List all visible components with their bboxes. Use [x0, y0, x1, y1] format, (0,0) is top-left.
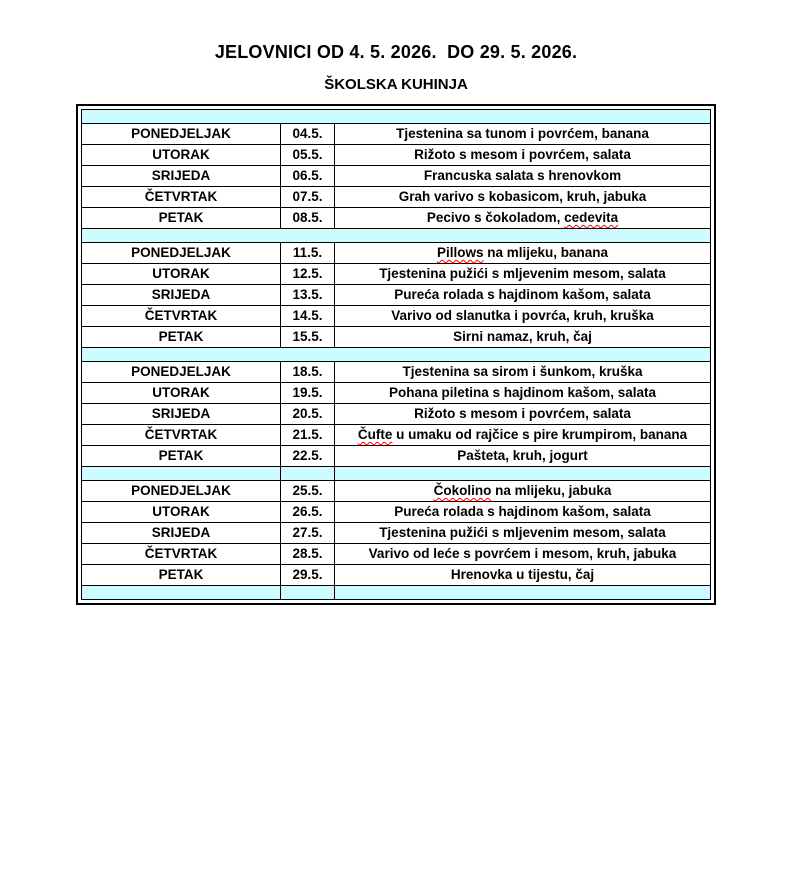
separator-row: [82, 110, 711, 124]
day-cell: UTORAK: [82, 502, 281, 523]
day-cell: ČETVRTAK: [82, 425, 281, 446]
day-cell: PONEDJELJAK: [82, 362, 281, 383]
menu-table-frame: [76, 104, 716, 605]
day-cell: PONEDJELJAK: [82, 243, 281, 264]
separator-cell: [335, 586, 711, 600]
page-subtitle: ŠKOLSKA KUHINJA: [324, 76, 468, 93]
separator-cell: [281, 467, 335, 481]
spellcheck-word: Čokolino: [433, 483, 492, 499]
menu-text: Rižoto s mesom i povrćem, salata: [414, 147, 631, 163]
date-cell: 05.5.: [281, 145, 335, 166]
day-cell: PETAK: [82, 446, 281, 467]
menu-cell: [335, 446, 711, 467]
menu-row: [82, 285, 711, 306]
date-cell: 08.5.: [281, 208, 335, 229]
menu-cell: [335, 481, 711, 502]
menu-cell: [335, 208, 711, 229]
date-cell: 15.5.: [281, 327, 335, 348]
spellcheck-word: Čufte: [357, 427, 393, 443]
date-cell: 07.5.: [281, 187, 335, 208]
menu-cell: [335, 187, 711, 208]
menu-cell: [335, 285, 711, 306]
menu-text: Hrenovka u tijestu, čaj: [450, 567, 595, 583]
date-cell: 13.5.: [281, 285, 335, 306]
day-cell: PONEDJELJAK: [82, 481, 281, 502]
day-cell: ČETVRTAK: [82, 187, 281, 208]
date-cell: 26.5.: [281, 502, 335, 523]
separator-cell: [281, 586, 335, 600]
day-cell: PETAK: [82, 327, 281, 348]
day-cell: ČETVRTAK: [82, 544, 281, 565]
date-cell: 27.5.: [281, 523, 335, 544]
spellcheck-word: Pillows: [436, 245, 484, 261]
spellcheck-word: cedevita: [564, 210, 619, 226]
date-cell: 18.5.: [281, 362, 335, 383]
date-cell: 19.5.: [281, 383, 335, 404]
day-cell: UTORAK: [82, 383, 281, 404]
date-cell: 06.5.: [281, 166, 335, 187]
menu-text: na mlijeku, banana: [483, 245, 609, 261]
separator-row: [82, 229, 711, 243]
menu-row: [82, 166, 711, 187]
page-title: JELOVNICI OD 4. 5. 2026. DO 29. 5. 2026.: [214, 42, 578, 62]
menu-table: [81, 109, 711, 600]
menu-text: Pohana piletina s hajdinom kašom, salata: [388, 385, 657, 401]
date-cell: 11.5.: [281, 243, 335, 264]
day-cell: PONEDJELJAK: [82, 124, 281, 145]
menu-row: [82, 124, 711, 145]
menu-cell: [335, 166, 711, 187]
menu-text: Tjestenina sa sirom i šunkom, kruška: [402, 364, 643, 380]
menu-cell: [335, 362, 711, 383]
separator-cell: [82, 586, 281, 600]
menu-text: Sirni namaz, kruh, čaj: [453, 329, 592, 345]
menu-cell: [335, 502, 711, 523]
menu-text: Francuska salata s hrenovkom: [423, 168, 622, 184]
date-cell: 20.5.: [281, 404, 335, 425]
menu-row: [82, 544, 711, 565]
menu-row: [82, 565, 711, 586]
date-cell: 04.5.: [281, 124, 335, 145]
day-cell: PETAK: [82, 208, 281, 229]
menu-row: [82, 383, 711, 404]
menu-cell: [335, 404, 711, 425]
menu-row: [82, 362, 711, 383]
menu-cell: [335, 145, 711, 166]
menu-text: Pecivo s čokoladom,: [426, 210, 565, 226]
menu-cell: [335, 523, 711, 544]
menu-row: [82, 145, 711, 166]
day-cell: ČETVRTAK: [82, 306, 281, 327]
day-cell: SRIJEDA: [82, 285, 281, 306]
menu-cell: [335, 544, 711, 565]
menu-cell: [335, 124, 711, 145]
menu-row: [82, 425, 711, 446]
menu-row: [82, 523, 711, 544]
menu-text: Rižoto s mesom i povrćem, salata: [414, 406, 631, 422]
menu-text: Varivo od slanutka i povrća, kruh, kruška: [391, 308, 654, 324]
separator-cell: [82, 348, 711, 362]
date-cell: 28.5.: [281, 544, 335, 565]
day-cell: SRIJEDA: [82, 523, 281, 544]
date-cell: 12.5.: [281, 264, 335, 285]
menu-row: [82, 306, 711, 327]
separator-row: [82, 467, 711, 481]
menu-text: Pureća rolada s hajdinom kašom, salata: [394, 287, 651, 303]
menu-cell: [335, 425, 711, 446]
menu-row: [82, 481, 711, 502]
date-cell: 21.5.: [281, 425, 335, 446]
date-cell: 29.5.: [281, 565, 335, 586]
menu-row: [82, 502, 711, 523]
menu-row: [82, 264, 711, 285]
menu-text: Grah varivo s kobasicom, kruh, jabuka: [398, 189, 647, 205]
date-cell: 14.5.: [281, 306, 335, 327]
menu-table-body: [82, 110, 711, 600]
day-cell: UTORAK: [82, 145, 281, 166]
separator-cell: [335, 467, 711, 481]
separator-row: [82, 586, 711, 600]
menu-row: [82, 327, 711, 348]
separator-row: [82, 348, 711, 362]
day-cell: SRIJEDA: [82, 404, 281, 425]
menu-cell: [335, 243, 711, 264]
separator-cell: [82, 467, 281, 481]
day-cell: SRIJEDA: [82, 166, 281, 187]
menu-text: Tjestenina sa tunom i povrćem, banana: [396, 126, 649, 142]
menu-row: [82, 404, 711, 425]
day-cell: PETAK: [82, 565, 281, 586]
menu-cell: [335, 565, 711, 586]
menu-text: Varivo od leće s povrćem i mesom, kruh, jabuka: [368, 546, 677, 562]
date-cell: 22.5.: [281, 446, 335, 467]
separator-cell: [82, 229, 711, 243]
separator-cell: [82, 110, 711, 124]
menu-text: Pašteta, kruh, jogurt: [457, 448, 588, 464]
menu-row: [82, 208, 711, 229]
menu-row: [82, 446, 711, 467]
menu-row: [82, 187, 711, 208]
menu-text: u umaku od rajčice s pire krumpirom, banana: [392, 427, 688, 443]
day-cell: UTORAK: [82, 264, 281, 285]
menu-text: Pureća rolada s hajdinom kašom, salata: [394, 504, 651, 520]
menu-text: Tjestenina pužići s mljevenim mesom, salata: [379, 525, 666, 541]
menu-text: Tjestenina pužići s mljevenim mesom, salata: [379, 266, 666, 282]
menu-cell: [335, 264, 711, 285]
menu-cell: [335, 383, 711, 404]
menu-row: [82, 243, 711, 264]
menu-text: na mlijeku, jabuka: [491, 483, 612, 499]
menu-cell: [335, 306, 711, 327]
date-cell: 25.5.: [281, 481, 335, 502]
menu-cell: [335, 327, 711, 348]
